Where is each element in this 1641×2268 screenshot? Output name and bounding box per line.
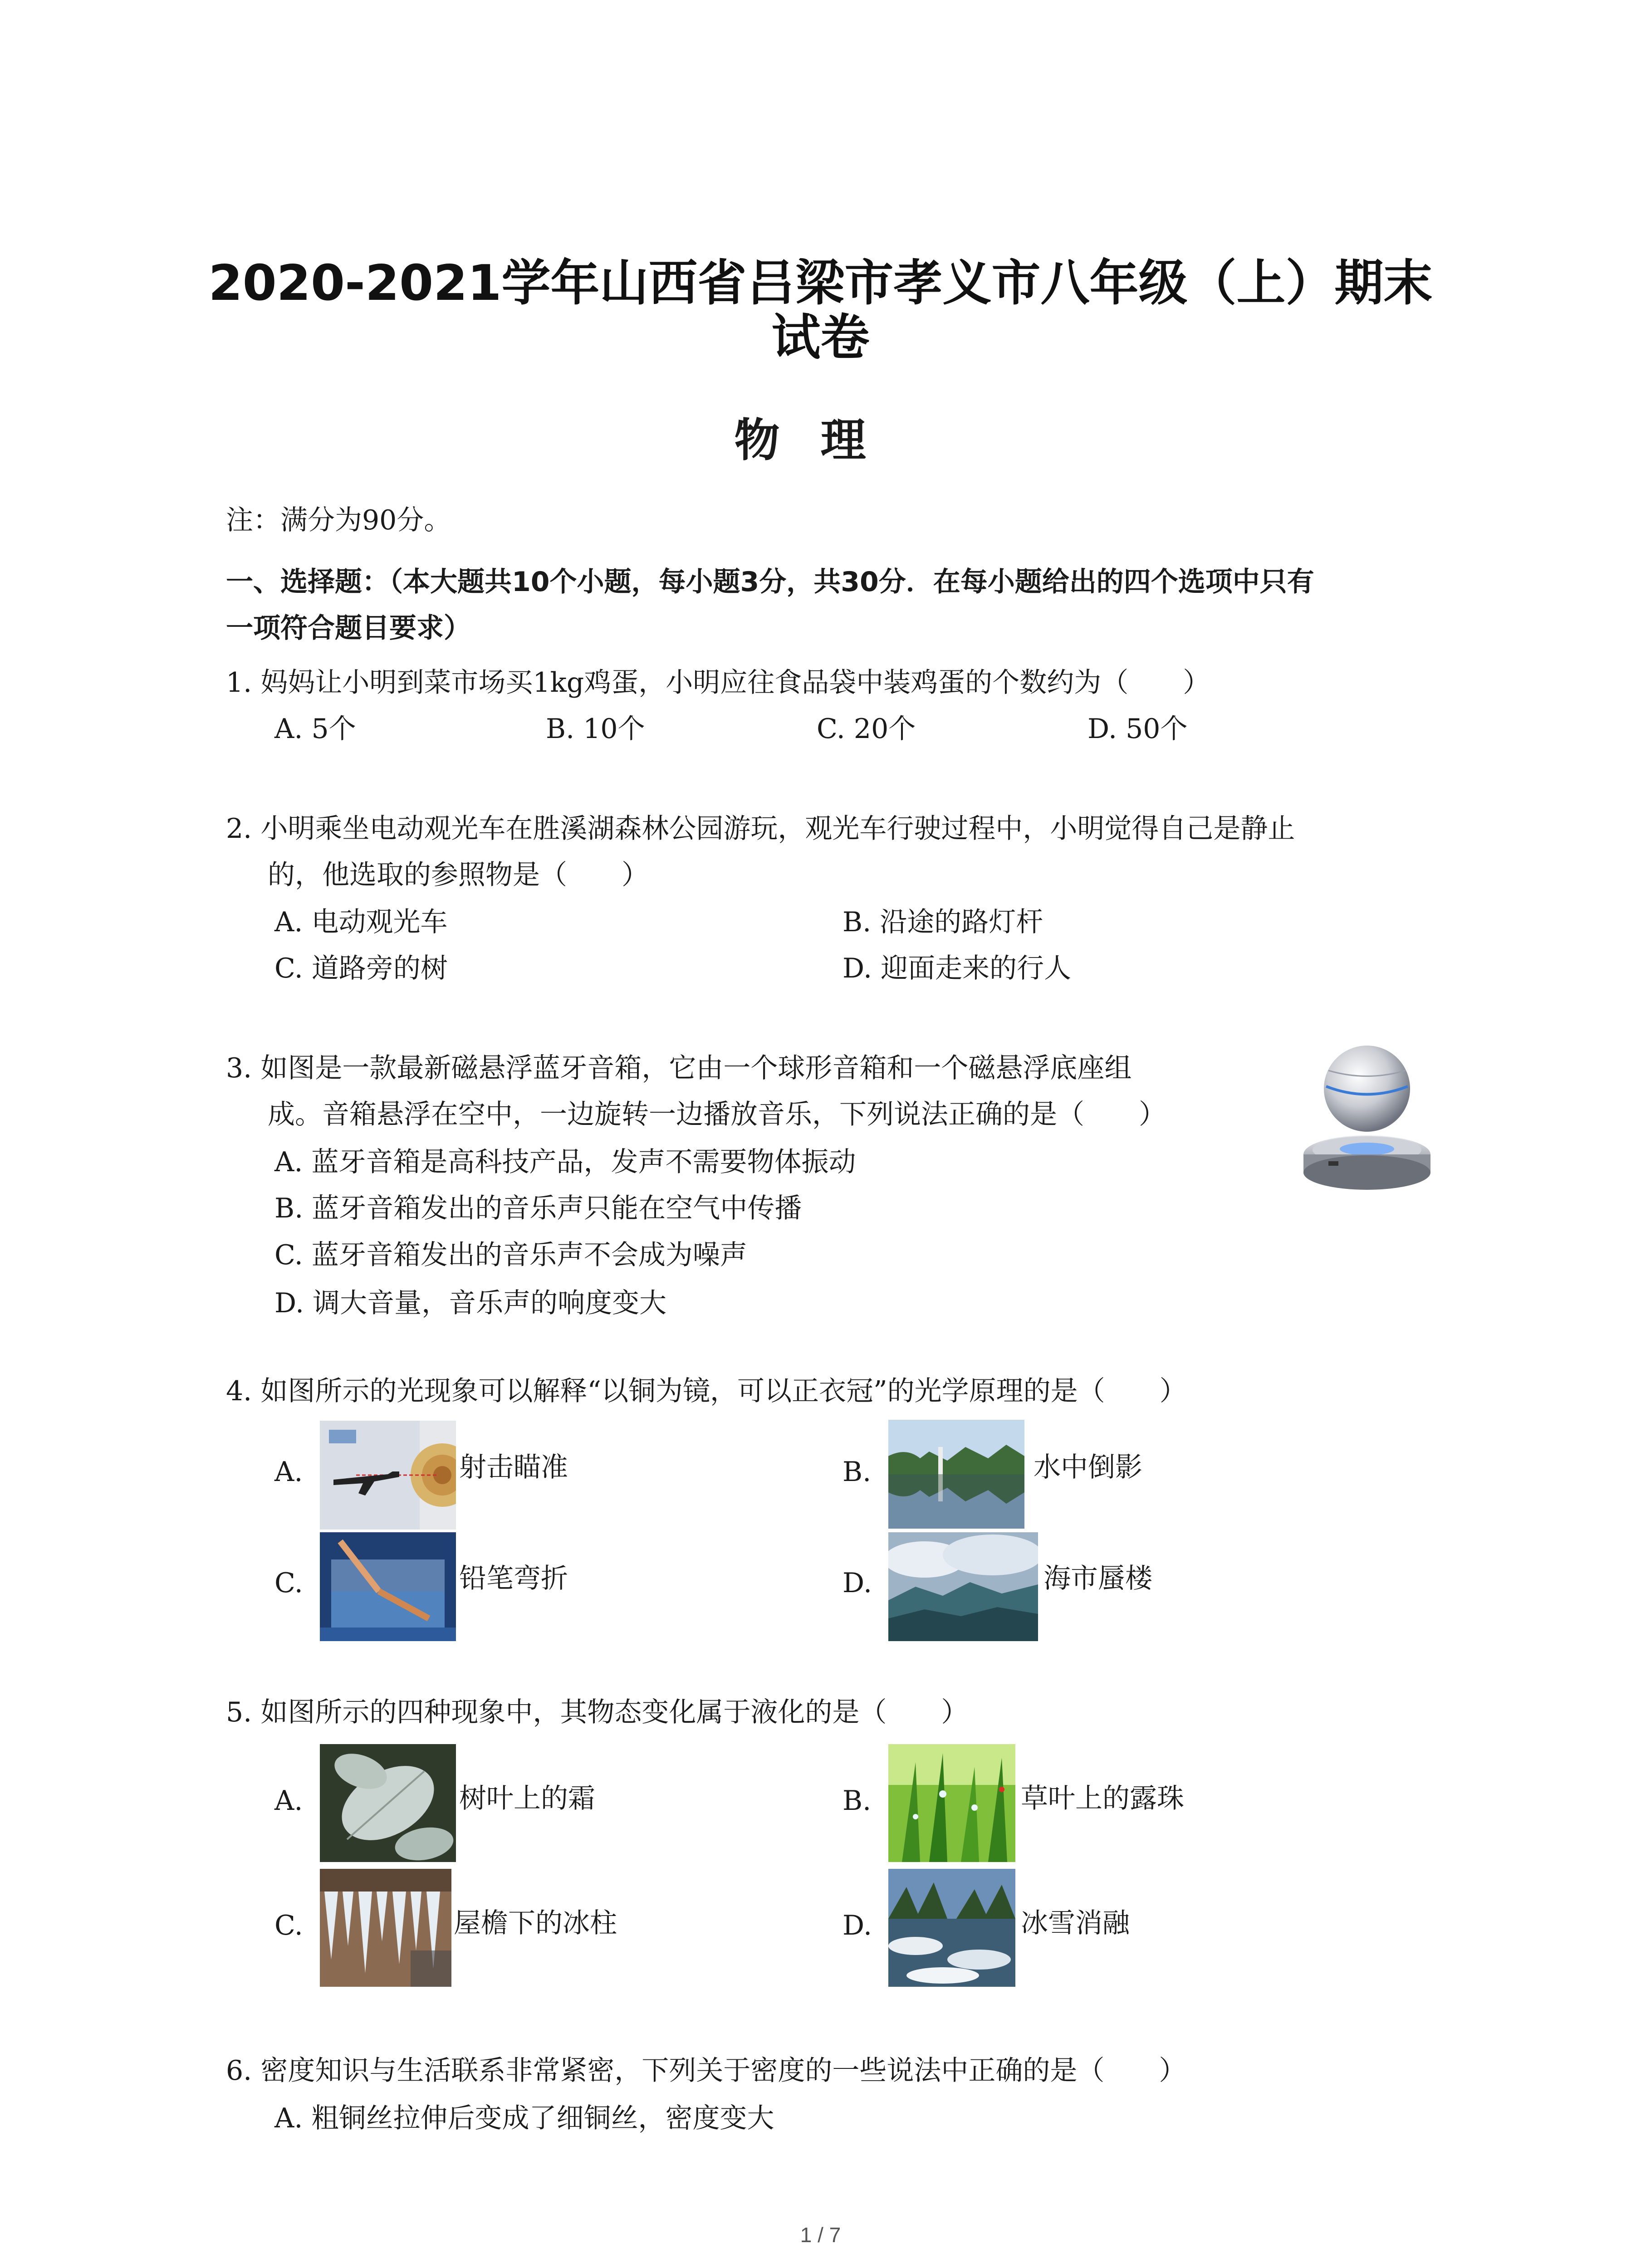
subject-title: 物理 <box>734 414 907 467</box>
mirage-image <box>888 1532 1038 1641</box>
section-heading-line-1: 一、选择题：（本大题共10个小题，每小题3分，共30分．在每小题给出的四个选项中只有 <box>226 566 1314 598</box>
levitating-speaker-image <box>1301 1039 1433 1207</box>
title-line-2: 试卷 <box>771 309 870 366</box>
q4-option-d-label: 海市蜃楼 <box>1043 1563 1152 1594</box>
q6-stem: 6. 密度知识与生活联系非常紧密，下列关于密度的一些说法中正确的是（ ） <box>226 2055 1186 2087</box>
q2-option-a: A. 电动观光车 <box>274 906 448 938</box>
icicles-image <box>320 1869 451 1987</box>
q1-option-c: C. 20个 <box>817 713 916 745</box>
q5-option-d-label: 冰雪消融 <box>1021 1907 1130 1939</box>
q2-stem-line-2: 的，他选取的参照物是（ ） <box>268 859 649 891</box>
q4-stem: 4. 如图所示的光现象可以解释“以铜为镜，可以正衣冠”的光学原理的是（ ） <box>226 1375 1187 1407</box>
q5-option-c-letter: C. <box>274 1910 303 1941</box>
q5-option-a-label: 树叶上的霜 <box>459 1783 595 1814</box>
page-number: 1 / 7 <box>800 2223 841 2247</box>
frost-leaves-image <box>320 1744 456 1862</box>
q5-option-d-letter: D. <box>843 1910 872 1941</box>
title-line-1: 2020-2021学年山西省吕梁市孝义市八年级（上）期末 <box>208 255 1433 312</box>
q2-option-d: D. 迎面走来的行人 <box>843 953 1072 984</box>
q3-stem-line-2: 成。音箱悬浮在空中，一边旋转一边播放音乐，下列说法正确的是（ ） <box>268 1099 1166 1130</box>
q5-option-a-letter: A. <box>274 1785 303 1817</box>
water-reflection-image <box>888 1420 1024 1529</box>
q2-option-b: B. 沿途的路灯杆 <box>843 906 1043 938</box>
bent-pencil-image <box>320 1532 456 1641</box>
q5-option-c-label: 屋檐下的冰柱 <box>454 1907 617 1939</box>
q4-option-b-label: 水中倒影 <box>1034 1452 1142 1483</box>
q3-option-c: C. 蓝牙音箱发出的音乐声不会成为噪声 <box>274 1239 747 1271</box>
q4-option-a-letter: A. <box>274 1456 303 1488</box>
q5-option-b-letter: B. <box>843 1785 872 1817</box>
q5-stem: 5. 如图所示的四种现象中，其物态变化属于液化的是（ ） <box>226 1696 969 1728</box>
q3-option-d: D. 调大音量，音乐声的响度变大 <box>274 1287 667 1319</box>
q1-option-b: B. 10个 <box>546 713 645 745</box>
q3-option-b: B. 蓝牙音箱发出的音乐声只能在空气中传播 <box>274 1193 802 1224</box>
dew-grass-image <box>888 1744 1015 1862</box>
melting-snow-image <box>888 1869 1015 1987</box>
q1-stem: 1. 妈妈让小明到菜市场买1kg鸡蛋，小明应往食品袋中装鸡蛋的个数约为（ ） <box>226 667 1210 699</box>
q5-option-b-label: 草叶上的露珠 <box>1021 1783 1184 1814</box>
q3-option-a: A. 蓝牙音箱是高科技产品，发声不需要物体振动 <box>274 1146 856 1178</box>
section-heading-line-2: 一项符合题目要求） <box>226 612 471 644</box>
q6-option-a: A. 粗铜丝拉伸后变成了细铜丝，密度变大 <box>274 2102 774 2134</box>
score-note: 注：满分为90分。 <box>226 504 451 536</box>
q1-option-d: D. 50个 <box>1087 713 1188 745</box>
q4-option-c-label: 铅笔弯折 <box>459 1563 568 1594</box>
q2-stem-line-1: 2. 小明乘坐电动观光车在胜溪湖森林公园游玩，观光车行驶过程中，小明觉得自己是静止 <box>226 813 1295 845</box>
q4-option-c-letter: C. <box>274 1567 303 1599</box>
q4-option-a-label: 射击瞄准 <box>459 1452 568 1483</box>
q4-option-b-letter: B. <box>843 1456 872 1488</box>
q1-option-a: A. 5个 <box>274 713 356 745</box>
q4-option-d-letter: D. <box>843 1567 872 1599</box>
q3-stem-line-1: 3. 如图是一款最新磁悬浮蓝牙音箱，它由一个球形音箱和一个磁悬浮底座组 <box>226 1052 1132 1084</box>
shooting-aim-image <box>320 1421 456 1530</box>
q2-option-c: C. 道路旁的树 <box>274 953 448 984</box>
